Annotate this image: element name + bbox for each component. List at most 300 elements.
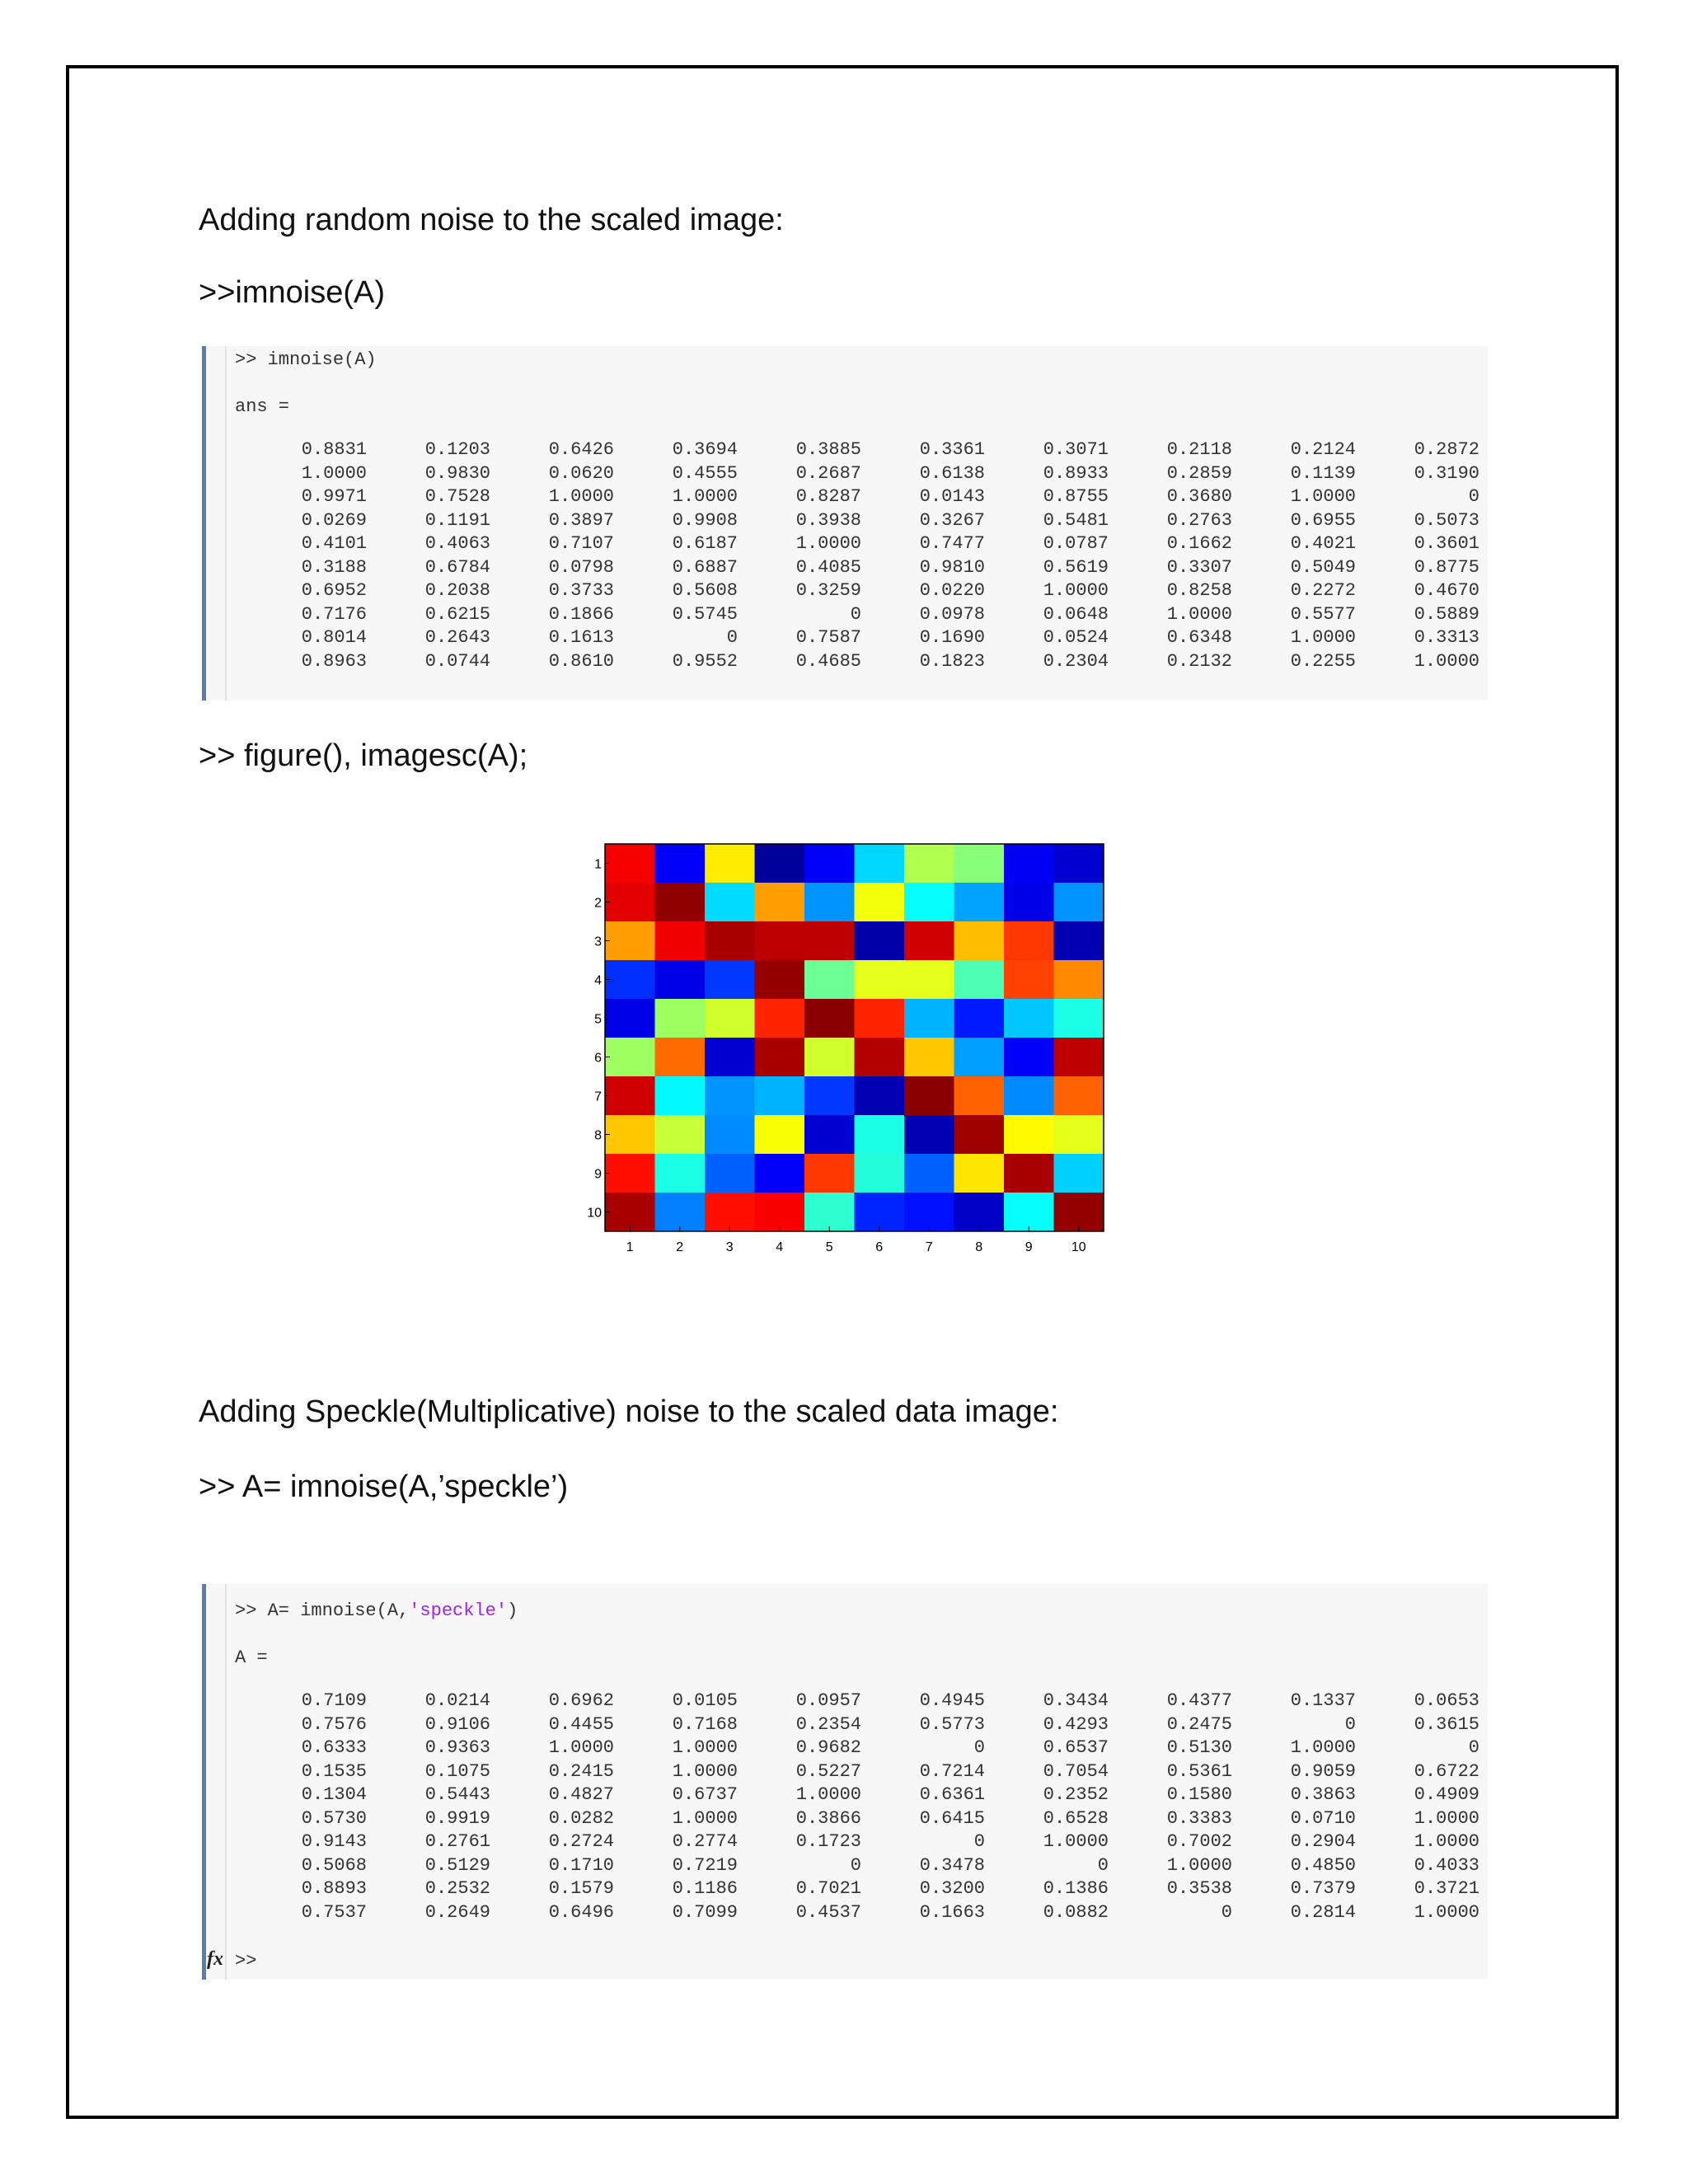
heatmap-cell <box>804 960 855 1000</box>
heatmap-cell <box>755 1076 805 1116</box>
heatmap-cell <box>1054 1115 1104 1155</box>
matrix-cell: 0.5773 <box>919 1713 985 1735</box>
heatmap-cell <box>655 1076 706 1116</box>
matrix-cell: 0.1613 <box>548 627 614 648</box>
matrix-cell: 0.4021 <box>1290 533 1356 554</box>
matrix-cell: 0.0648 <box>1043 603 1109 625</box>
matrix-cell: 0.9919 <box>424 1807 490 1829</box>
matrix-cell: 0.2774 <box>672 1831 738 1852</box>
heatmap-cell <box>954 921 1005 961</box>
matrix-row <box>243 1830 1479 1854</box>
matrix-cell: 0.6962 <box>548 1690 614 1711</box>
matrix-cell: 0.3601 <box>1414 533 1479 554</box>
heatmap-cell <box>1004 1038 1054 1077</box>
matrix-row <box>243 556 1479 580</box>
y-tick-label: 10 <box>587 1206 602 1221</box>
command-imnoise-speckle: >> A= imnoise(A,’speckle’) <box>199 1469 569 1504</box>
matrix-cell: 0.1580 <box>1166 1784 1232 1805</box>
matrix-cell: 0.1191 <box>424 509 490 531</box>
matrix-cell: 0.7214 <box>919 1760 985 1782</box>
matrix-cell: 1.0000 <box>548 1737 614 1758</box>
matrix-row <box>243 603 1479 627</box>
matrix-cell: 1.0000 <box>1414 1831 1479 1852</box>
heatmap-cell <box>755 921 805 961</box>
imagesc-heatmap <box>577 824 1154 1261</box>
heatmap-cell <box>1004 1193 1054 1232</box>
heatmap-cell <box>605 1076 655 1116</box>
heatmap-cell <box>755 1154 805 1193</box>
matrix-cell: 0.4033 <box>1414 1854 1479 1876</box>
x-tick-label: 2 <box>676 1240 684 1254</box>
heatmap-cell <box>705 1154 755 1193</box>
matrix-cell: 0.4670 <box>1414 580 1479 601</box>
console-var-label: A = <box>235 1647 268 1668</box>
matrix-cell: 0.2761 <box>424 1831 490 1852</box>
matrix-cell: 0.7109 <box>301 1690 367 1711</box>
y-tick-label: 7 <box>594 1090 602 1104</box>
matrix-cell: 0.8258 <box>1166 580 1232 601</box>
matrix-cell: 0.3478 <box>919 1854 985 1876</box>
matrix-cell: 0.2124 <box>1290 439 1356 460</box>
heatmap-cell <box>1054 1038 1104 1077</box>
matrix-cell: 0.3361 <box>919 439 985 460</box>
command-imnoise: >>imnoise(A) <box>199 275 385 310</box>
matrix-cell: 0.3680 <box>1166 486 1232 507</box>
matrix-cell: 1.0000 <box>1166 1854 1232 1876</box>
matrix-cell: 1.0000 <box>672 1760 738 1782</box>
heatmap-cell <box>705 960 755 1000</box>
matrix-cell: 0.1723 <box>795 1831 861 1852</box>
x-tick-label: 7 <box>925 1240 933 1254</box>
matrix-cell: 1.0000 <box>1414 1901 1479 1923</box>
matrix-cell: 0.2687 <box>795 462 861 484</box>
matrix-cell: 0.2859 <box>1166 462 1232 484</box>
matrix-cell: 0.3307 <box>1166 556 1232 578</box>
heatmap-cell <box>855 1076 905 1116</box>
matrix-cell: 0.6426 <box>548 439 614 460</box>
matrix-cell: 0.1535 <box>301 1760 367 1782</box>
matrix-cell: 0.2118 <box>1166 439 1232 460</box>
matrix-cell: 0.1186 <box>672 1878 738 1899</box>
console-input-prompt[interactable]: >> <box>235 1951 257 1971</box>
matrix-cell: 0.1337 <box>1290 1690 1356 1711</box>
matrix-row <box>243 462 1479 486</box>
matrix-cell: 0.1710 <box>548 1854 614 1876</box>
heatmap-cell <box>855 960 905 1000</box>
heatmap-cell <box>954 960 1005 1000</box>
heatmap-cell <box>605 1193 655 1232</box>
command-figure-imagesc: >> figure(), imagesc(A); <box>199 738 528 773</box>
console-var-label: ans = <box>235 396 290 417</box>
heatmap-cell <box>804 1038 855 1077</box>
matrix-cell: 0.8963 <box>301 650 367 672</box>
heatmap-cell <box>804 1154 855 1193</box>
matrix-row <box>243 1854 1479 1878</box>
matrix-cell: 0.1139 <box>1290 462 1356 484</box>
heatmap-cell <box>904 883 954 922</box>
matrix-cell: 0.7176 <box>301 603 367 625</box>
heatmap-cell <box>605 921 655 961</box>
matrix-cell: 0.1203 <box>424 439 490 460</box>
matlab-console-output-2 <box>202 1584 1488 1980</box>
heatmap-cell <box>705 921 755 961</box>
fx-icon[interactable]: fx <box>207 1948 223 1970</box>
heatmap-cell <box>605 1154 655 1193</box>
heatmap-cell <box>804 1193 855 1232</box>
matrix-cell: 0.0524 <box>1043 627 1109 648</box>
matrix-cell: 1.0000 <box>672 1807 738 1829</box>
heatmap-cell <box>705 883 755 922</box>
matrix-cell: 0.3267 <box>919 509 985 531</box>
matrix-cell: 0.1823 <box>919 650 985 672</box>
console-prompt <box>235 1602 518 1620</box>
heatmap-cell <box>755 960 805 1000</box>
matrix-cell: 0.6361 <box>919 1784 985 1805</box>
matrix-cell: 1.0000 <box>1166 603 1232 625</box>
matrix-cell: 0.2904 <box>1290 1831 1356 1852</box>
matrix-cell: 0.4827 <box>548 1784 614 1805</box>
matrix-cell: 0.7587 <box>795 627 861 648</box>
matrix-row <box>243 1690 1479 1713</box>
matrix-cell: 0.7054 <box>1043 1760 1109 1782</box>
heatmap-cell <box>954 999 1005 1038</box>
heatmap-cell <box>904 1154 954 1193</box>
heatmap-cell <box>855 1038 905 1077</box>
heatmap-cell <box>1004 960 1054 1000</box>
matrix-cell: 0.0744 <box>424 650 490 672</box>
matrix-cell: 0.4063 <box>424 533 490 554</box>
matrix-cell: 0.1386 <box>1043 1878 1109 1899</box>
matrix-cell: 0.0269 <box>301 509 367 531</box>
y-tick-label: 3 <box>594 935 602 949</box>
matrix-cell: 0.0957 <box>795 1690 861 1711</box>
matrix-row <box>243 438 1479 462</box>
matrix-cell: 0.7107 <box>548 533 614 554</box>
matrix-row <box>243 579 1479 603</box>
heatmap-cell <box>705 999 755 1038</box>
heatmap-cell <box>705 844 755 883</box>
matrix-cell: 0.6528 <box>1043 1807 1109 1829</box>
heatmap-cell <box>1054 960 1104 1000</box>
heatmap-cell <box>954 883 1005 922</box>
matrix-cell: 0 <box>850 603 861 625</box>
matrix-cell: 0.0105 <box>672 1690 738 1711</box>
matrix-cell: 0.4293 <box>1043 1713 1109 1735</box>
matrix-cell: 0 <box>1468 1737 1479 1758</box>
heatmap-cell <box>855 883 905 922</box>
heatmap-cell <box>1054 1154 1104 1193</box>
heatmap-cell <box>855 921 905 961</box>
matrix-cell: 0.2255 <box>1290 650 1356 672</box>
heatmap-cell <box>605 844 655 883</box>
heatmap-cell <box>904 999 954 1038</box>
console-left-bar <box>202 346 206 701</box>
matrix-cell: 0.3863 <box>1290 1784 1356 1805</box>
matrix-cell: 0.5361 <box>1166 1760 1232 1782</box>
heatmap-cell <box>1054 844 1104 883</box>
matrix-cell: 0.5481 <box>1043 509 1109 531</box>
matrix-cell: 1.0000 <box>1414 650 1479 672</box>
heatmap-cell <box>605 1038 655 1077</box>
heatmap-cell <box>1004 1115 1054 1155</box>
matrix-cell: 0.9363 <box>424 1737 490 1758</box>
heatmap-cell <box>804 921 855 961</box>
matrix-cell: 0.4537 <box>795 1901 861 1923</box>
matrix-cell: 0.0143 <box>919 486 985 507</box>
matrix-cell: 0.0798 <box>548 556 614 578</box>
matrix-cell: 0.2352 <box>1043 1784 1109 1805</box>
matrix-cell: 1.0000 <box>1043 580 1109 601</box>
matrix-cell: 0 <box>1221 1901 1232 1923</box>
heatmap-cell <box>904 1115 954 1155</box>
matrix-cell: 0.0220 <box>919 580 985 601</box>
matrix-cell: 0.6722 <box>1414 1760 1479 1782</box>
matrix-cell: 1.0000 <box>1290 627 1356 648</box>
matrix-cell: 0 <box>1344 1713 1356 1735</box>
matrix-cell: 0.1690 <box>919 627 985 648</box>
matrix-cell: 0.6415 <box>919 1807 985 1829</box>
heatmap-cell <box>904 844 954 883</box>
matrix-cell: 0.3383 <box>1166 1807 1232 1829</box>
matrix-cell: 0.9830 <box>424 462 490 484</box>
matrix-cell: 0.2038 <box>424 580 490 601</box>
console-gutter <box>225 1584 227 1980</box>
heatmap-cell <box>1004 999 1054 1038</box>
matrix-cell: 0.2272 <box>1290 580 1356 601</box>
heatmap-cell <box>954 1076 1005 1116</box>
matrix-cell: 0.3071 <box>1043 439 1109 460</box>
heatmap-cell <box>755 1038 805 1077</box>
matrix-cell: 0.0620 <box>548 462 614 484</box>
heatmap-cell <box>655 960 706 1000</box>
matrix-cell: 0.5068 <box>301 1854 367 1876</box>
heatmap-cell <box>705 1193 755 1232</box>
matrix-cell: 0.3190 <box>1414 462 1479 484</box>
matrix-cell: 0.5745 <box>672 603 738 625</box>
heatmap-cell <box>605 883 655 922</box>
x-tick-label: 5 <box>825 1240 833 1254</box>
matrix-cell: 0.8287 <box>795 486 861 507</box>
heatmap-cell <box>1054 1193 1104 1232</box>
matrix-cell: 0.6887 <box>672 556 738 578</box>
matrix-cell: 0.5073 <box>1414 509 1479 531</box>
matrix-cell: 0 <box>1097 1854 1109 1876</box>
heatmap-cell <box>655 844 706 883</box>
y-tick-label: 4 <box>594 973 602 988</box>
heatmap-cell <box>605 1115 655 1155</box>
heatmap-cell <box>655 1115 706 1155</box>
matrix-row <box>243 1760 1479 1784</box>
console-matrix <box>243 438 1479 673</box>
matrix-cell: 0.0882 <box>1043 1901 1109 1923</box>
matrix-cell: 0.8775 <box>1414 556 1479 578</box>
heatmap-cell <box>755 999 805 1038</box>
matrix-cell: 0.4555 <box>672 462 738 484</box>
matrix-cell: 1.0000 <box>301 462 367 484</box>
heatmap-cell <box>1054 921 1104 961</box>
matrix-cell: 0.8610 <box>548 650 614 672</box>
matrix-cell: 0.9059 <box>1290 1760 1356 1782</box>
matrix-cell: 0.3938 <box>795 509 861 531</box>
heatmap-cell <box>904 960 954 1000</box>
matrix-cell: 0.4685 <box>795 650 861 672</box>
matlab-console-output-1 <box>202 346 1488 701</box>
matrix-cell: 0.8014 <box>301 627 367 648</box>
matrix-cell: 1.0000 <box>548 486 614 507</box>
matrix-cell: 0.0282 <box>548 1807 614 1829</box>
matrix-cell: 0.8755 <box>1043 486 1109 507</box>
heatmap-cell <box>804 1076 855 1116</box>
heatmap-cell <box>954 844 1005 883</box>
matrix-cell: 0.2475 <box>1166 1713 1232 1735</box>
matrix-cell: 0.7379 <box>1290 1878 1356 1899</box>
prompt-suffix: ) <box>507 1601 518 1621</box>
heatmap-cell <box>705 1076 755 1116</box>
heatmap-cell <box>655 999 706 1038</box>
matrix-cell: 0.8933 <box>1043 462 1109 484</box>
x-tick-label: 3 <box>725 1240 734 1254</box>
heatmap-cell <box>705 1038 755 1077</box>
heatmap-cell <box>655 921 706 961</box>
matrix-cell: 0.8893 <box>301 1878 367 1899</box>
matrix-cell: 0.6496 <box>548 1901 614 1923</box>
matrix-cell: 0 <box>726 627 738 648</box>
matrix-cell: 0.3885 <box>795 439 861 460</box>
matrix-cell: 0.2763 <box>1166 509 1232 531</box>
heatmap-cell <box>855 844 905 883</box>
matrix-cell: 0.1579 <box>548 1878 614 1899</box>
matrix-cell: 0 <box>973 1737 985 1758</box>
heatmap-cell <box>954 1115 1005 1155</box>
matrix-cell: 1.0000 <box>1043 1831 1109 1852</box>
heatmap-cell <box>855 1154 905 1193</box>
x-tick-label: 10 <box>1071 1240 1086 1254</box>
matrix-cell: 0.5619 <box>1043 556 1109 578</box>
matrix-cell: 0.4085 <box>795 556 861 578</box>
console-gutter <box>225 346 227 701</box>
matrix-cell: 0.5129 <box>424 1854 490 1876</box>
matrix-cell: 0.2643 <box>424 627 490 648</box>
matrix-cell: 0.2304 <box>1043 650 1109 672</box>
y-tick-label: 5 <box>594 1012 602 1027</box>
matrix-cell: 0.3733 <box>548 580 614 601</box>
matrix-cell: 0.7168 <box>672 1713 738 1735</box>
prompt-prefix: >> A= imnoise(A, <box>235 1601 410 1621</box>
matrix-cell: 0.5227 <box>795 1760 861 1782</box>
matrix-cell: 0.5608 <box>672 580 738 601</box>
y-tick-label: 1 <box>594 857 602 872</box>
heatmap-cell <box>804 999 855 1038</box>
heatmap-cell <box>904 921 954 961</box>
matrix-cell: 0 <box>973 1831 985 1852</box>
matrix-cell: 0.3897 <box>548 509 614 531</box>
matrix-row <box>243 650 1479 674</box>
matrix-cell: 0.1663 <box>919 1901 985 1923</box>
heatmap-cell <box>1004 844 1054 883</box>
heatmap-cell <box>904 1038 954 1077</box>
heatmap-cell <box>855 999 905 1038</box>
matrix-cell: 0.0214 <box>424 1690 490 1711</box>
matrix-cell: 0 <box>1468 486 1479 507</box>
matrix-cell: 0.7099 <box>672 1901 738 1923</box>
matrix-cell: 0.9682 <box>795 1737 861 1758</box>
y-tick-label: 6 <box>594 1051 602 1066</box>
heatmap-cell <box>1004 921 1054 961</box>
heatmap-cell <box>804 1115 855 1155</box>
matrix-cell: 0.8831 <box>301 439 367 460</box>
heatmap-cell <box>804 844 855 883</box>
heatmap-cell <box>755 883 805 922</box>
matrix-cell: 0.9143 <box>301 1831 367 1852</box>
matrix-cell: 0.6187 <box>672 533 738 554</box>
matrix-cell: 0.4909 <box>1414 1784 1479 1805</box>
heatmap-cell <box>954 1193 1005 1232</box>
matrix-cell: 0.3866 <box>795 1807 861 1829</box>
matrix-cell: 0.9971 <box>301 486 367 507</box>
x-tick-label: 1 <box>626 1240 634 1254</box>
matrix-row <box>243 1713 1479 1737</box>
matrix-row <box>243 626 1479 650</box>
matrix-cell: 0.3721 <box>1414 1878 1479 1899</box>
heatmap-cell <box>855 1193 905 1232</box>
matrix-cell: 0.6348 <box>1166 627 1232 648</box>
matrix-cell: 0.2354 <box>795 1713 861 1735</box>
matrix-cell: 0.6138 <box>919 462 985 484</box>
matrix-cell: 0.6784 <box>424 556 490 578</box>
heatmap-cell <box>855 1115 905 1155</box>
matrix-row <box>243 532 1479 556</box>
matrix-cell: 0.7528 <box>424 486 490 507</box>
matrix-cell: 0.5730 <box>301 1807 367 1829</box>
matrix-cell: 0.7002 <box>1166 1831 1232 1852</box>
heatmap-cell <box>1054 999 1104 1038</box>
prompt-string-literal: 'speckle' <box>409 1601 508 1621</box>
matrix-cell: 1.0000 <box>1414 1807 1479 1829</box>
matrix-cell: 0.7477 <box>919 533 985 554</box>
heatmap-cell <box>655 1154 706 1193</box>
console-matrix <box>243 1690 1479 1924</box>
matrix-cell: 0.5049 <box>1290 556 1356 578</box>
y-tick-label: 2 <box>594 896 602 911</box>
matrix-cell: 0.3538 <box>1166 1878 1232 1899</box>
heatmap-cell <box>1004 1154 1054 1193</box>
heatmap-cell <box>755 1115 805 1155</box>
y-tick-label: 9 <box>594 1167 602 1182</box>
matrix-cell: 1.0000 <box>795 1784 861 1805</box>
x-tick-label: 9 <box>1025 1240 1033 1254</box>
matrix-row <box>243 1783 1479 1807</box>
matrix-cell: 0.9908 <box>672 509 738 531</box>
matrix-cell: 0.2724 <box>548 1831 614 1852</box>
heatmap-cell <box>755 1193 805 1232</box>
matrix-cell: 0.2814 <box>1290 1901 1356 1923</box>
matrix-cell: 0.5577 <box>1290 603 1356 625</box>
matrix-cell: 1.0000 <box>1290 486 1356 507</box>
matrix-cell: 0.6537 <box>1043 1737 1109 1758</box>
matrix-cell: 0.7576 <box>301 1713 367 1735</box>
matrix-cell: 0.6215 <box>424 603 490 625</box>
heatmap-cell <box>755 844 805 883</box>
matrix-cell: 0.5130 <box>1166 1737 1232 1758</box>
matrix-cell: 0.4455 <box>548 1713 614 1735</box>
x-tick-label: 4 <box>776 1240 784 1254</box>
matrix-cell: 0.3200 <box>919 1878 985 1899</box>
heading-speckle-noise: Adding Speckle(Multiplicative) noise to the scaled data image: <box>199 1394 1059 1429</box>
heatmap-cell <box>904 1193 954 1232</box>
heatmap-cell <box>804 883 855 922</box>
matrix-cell: 0.3313 <box>1414 627 1479 648</box>
matrix-cell: 0.9810 <box>919 556 985 578</box>
